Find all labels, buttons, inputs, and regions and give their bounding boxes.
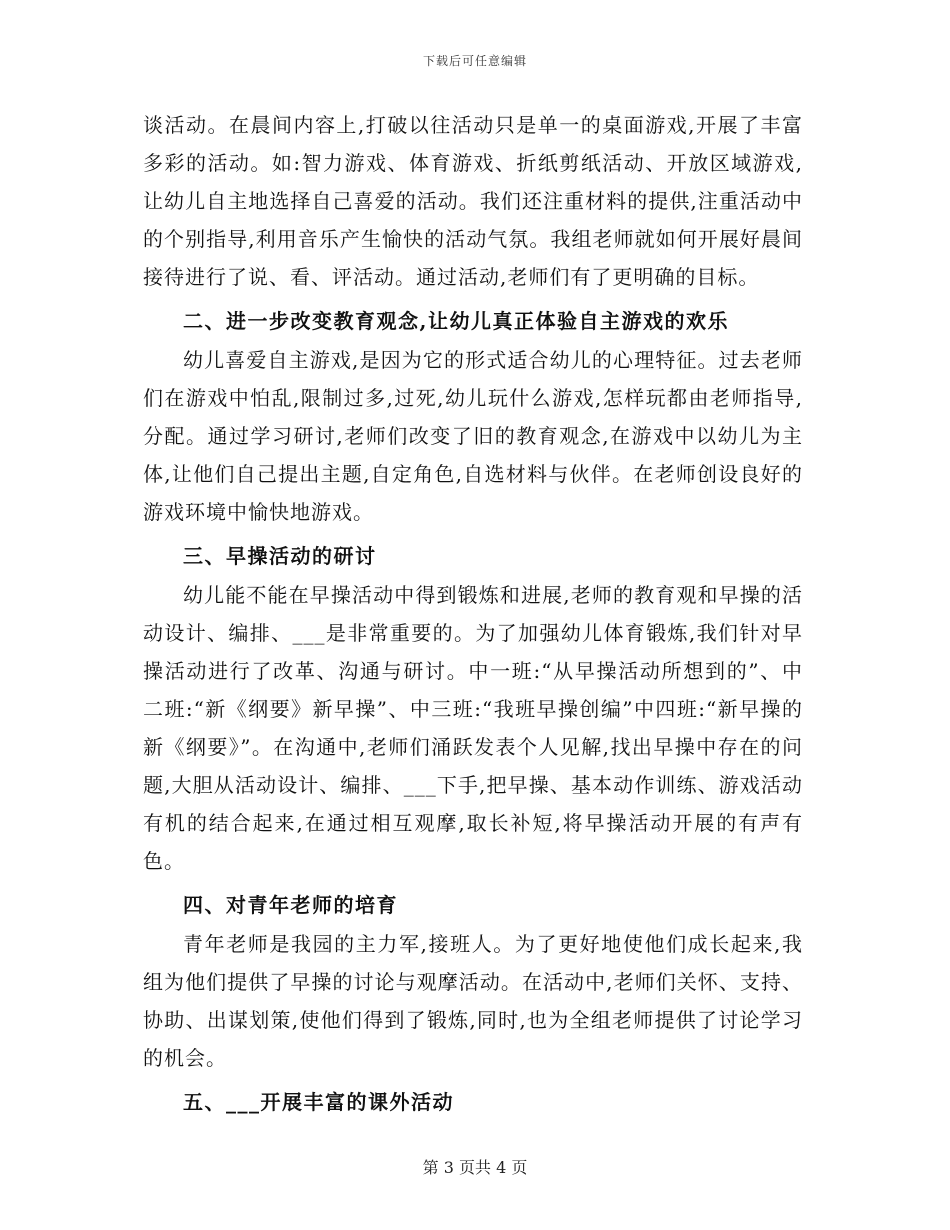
- document-body: [143, 106, 803, 1122]
- page-header: 下载后可任意编辑: [422, 54, 527, 68]
- section-heading-3: 三、早操活动的研讨: [183, 544, 377, 568]
- paragraph-morning-exercise: 幼儿能不能在早操活动中得到锻炼和进展,老师的教育观和早操的活动设计、编排、___是非常重要的。为了加强幼儿体育锻炼,我们针对早操活动进行了改革、沟通与研讨。中一班:“从早操活动所想到的”、中二班:“新《纲要》新早操”、中三班:“我班早操创编”中四班:“新早操的新《纲要》”。在沟通中,老师们涌跃发表个人见解,找出早操中存在的问题,大胆从活动设计、编排、___下手,把早操、基本动作训练、游戏活动有机的结合起来,在通过相互观摩,取长补短,将早操活动开展的有声有色。: [143, 583, 803, 873]
- paragraph-morning-activities: 谈活动。在晨间内容上,打破以往活动只是单一的桌面游戏,开展了丰富多彩的活动。如:智力游戏、体育游戏、折纸剪纸活动、开放区域游戏,让幼儿自主地选择自己喜爱的活动。我们还注重材料的提供,注重活动中的个别指导,利用音乐产生愉快的活动气氛。我组老师就如何开展好晨间接待进行了说、看、评活动。通过活动,老师们有了更明确的目标。: [143, 113, 803, 289]
- section-heading-4: 四、对青年老师的培育: [183, 893, 398, 917]
- section-heading-2: 二、进一步改变教育观念,让幼儿真正体验自主游戏的欢乐: [183, 309, 729, 333]
- page-number-footer: 第 3 页共 4 页: [422, 1158, 528, 1177]
- paragraph-autonomous-games: 幼儿喜爱自主游戏,是因为它的形式适合幼儿的心理特征。过去老师们在游戏中怕乱,限制过多,过死,幼儿玩什么游戏,怎样玩都由老师指导,分配。通过学习研讨,老师们改变了旧的教育观念,在游戏中以幼儿为主体,让他们自己提出主题,自定角色,自选材料与伙伴。在老师创设良好的游戏环境中愉快地游戏。: [143, 348, 803, 524]
- section-heading-5: 五、___开展丰富的课外活动: [183, 1090, 454, 1114]
- paragraph-young-teachers: 青年老师是我园的主力军,接班人。为了更好地使他们成长起来,我组为他们提供了早操的讨论与观摩活动。在活动中,老师们关怀、支持、协助、出谋划策,使他们得到了锻炼,同时,也为全组老师提供了讨论学习的机会。: [143, 932, 803, 1070]
